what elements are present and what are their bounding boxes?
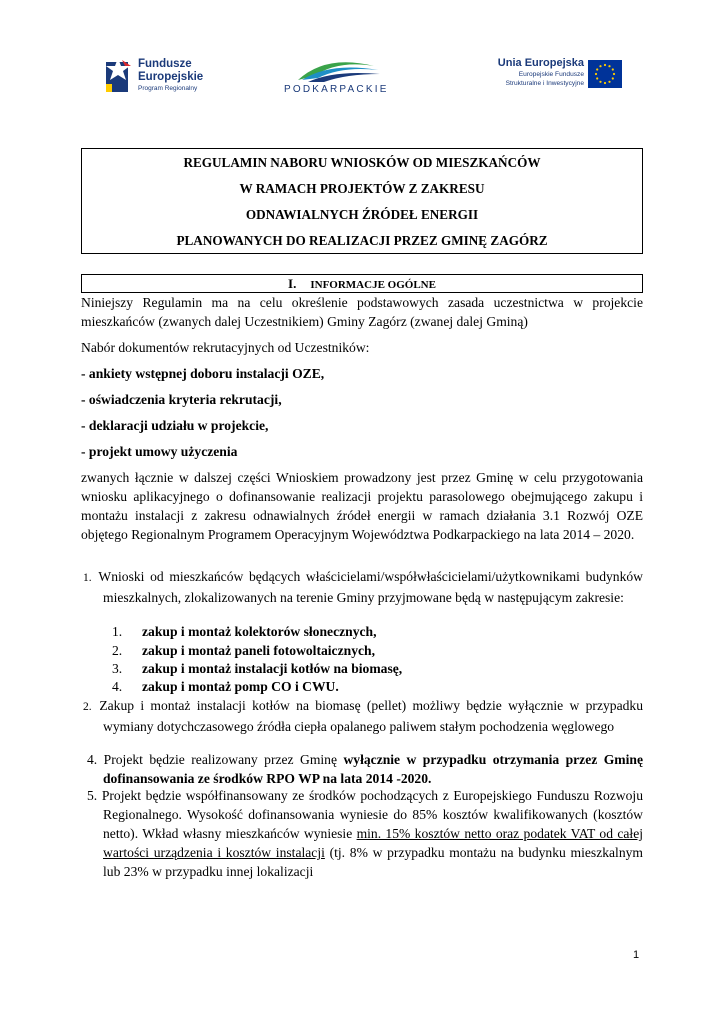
sub-item-text: zakup i montaż paneli fotowoltaicznych,	[142, 643, 375, 658]
section-number: I.	[288, 276, 297, 291]
header-logos	[0, 48, 724, 108]
document-title-box	[81, 148, 643, 254]
list-item-number: 4.	[87, 752, 98, 767]
sub-item-text: zakup i montaż pomp CO i CWU.	[142, 679, 339, 694]
ue-logo-line3: Strukturalne i Inwestycyjne	[505, 80, 584, 87]
list-item-text: Projekt będzie współfinansowany ze środków pochodzących z Europejskiego Funduszu Rozwoju Regionalnego. Wysokość dofinansowania wyniesie do 85% kosztów kwalifikowanych (kosztów netto). Wkład własny mieszkańców wyniesie	[101, 788, 643, 841]
title-line-2: W RAMACH PROJEKTÓW Z ZAKRESU	[239, 181, 485, 196]
fe-star-icon	[104, 56, 132, 96]
sub-item-text: zakup i montaż instalacji kotłów na biomasę,	[142, 661, 403, 676]
page-number: 1	[633, 949, 640, 961]
ue-logo-line2: Europejskie Fundusze	[518, 71, 584, 78]
doc-list-item: - ankiety wstępnej doboru instalacji OZE,	[81, 366, 325, 381]
sub-item-number: 2.	[112, 643, 123, 658]
fe-logo-line2: Europejskie	[138, 71, 204, 83]
section-heading	[81, 274, 643, 293]
list-item-text-cont: (tj. 8% w przypadku montażu na budynku mieszkalnym lub 23% w przypadku innej lokalizacji	[103, 845, 643, 879]
list-item-underlined-text: min. 15% kosztów netto oraz podatek VAT od całej wartości urządzenia i kosztów instalacji	[103, 826, 644, 860]
list-item-text: Projekt będzie realizowany przez Gminę	[103, 752, 344, 767]
title-line-4: PLANOWANYCH DO REALIZACJI PRZEZ GMINĘ ZAGÓRZ	[176, 233, 548, 248]
doc-list-item: - oświadczenia kryteria rekrutacji,	[81, 392, 282, 407]
sub-item-1	[112, 622, 377, 641]
list-item-4	[87, 750, 643, 788]
list-item-5	[87, 786, 643, 881]
title-line-3: ODNAWIALNYCH ŹRÓDEŁ ENERGII	[245, 207, 479, 222]
intro-paragraph: Niniejszy Regulamin ma na celu określenie podstawowych zasada uczestnictwa w projekcie mieszkańców (zwanych dalej Uczestnikiem) Gminy Zagórz (zwanej dalej Gminą)	[81, 295, 643, 329]
list-item-text: Wnioski od mieszkańców będących właścicielami/współwłaścicielami/użytkownikami budynków mieszkalnych, zlokalizowanych na terenie Gminy przyjmowane będą w następującym zakresie:	[98, 569, 643, 605]
podkarpackie-logo	[278, 52, 398, 106]
sub-item-number: 3.	[112, 661, 123, 676]
fundusze-europejskie-logo	[104, 54, 224, 102]
unia-europejska-logo	[480, 56, 630, 102]
list-item-text: Zakup i montaż instalacji kotłów na biomasę (pellet) możliwy będzie wyłącznie w przypadku wymiany dotychczasowego źródła ciepła opalanego paliwem stałym pochodzenia węglowego	[99, 698, 644, 734]
docs-intro: Nabór dokumentów rekrutacyjnych od Uczestników:	[81, 340, 370, 355]
eu-flag-icon	[588, 60, 622, 88]
sub-item-3	[112, 659, 402, 678]
list-item-2: 2. Zakup i montaż instalacji kotłów na biomasę (pellet) możliwy będzie wyłącznie w przypadku wymiany dotychczasowego źródła ciepła opalanego paliwem stałym pochodzenia węglowego	[83, 698, 644, 734]
sub-item-4	[112, 677, 339, 696]
mountains-icon	[278, 52, 398, 84]
doc-list-item: - projekt umowy użyczenia	[81, 444, 238, 459]
list-item-bold-text: wyłącznie w przypadku otrzymania przez Gminę dofinansowania ze środków RPO WP na lata 2014 -2020.	[103, 752, 643, 786]
title-line-1: REGULAMIN NABORU WNIOSKÓW OD MIESZKAŃCÓW	[183, 155, 541, 170]
purpose-paragraph: zwanych łącznie w dalszej części Wnioskiem prowadzony jest przez Gminę w celu przygotowania wniosku aplikacyjnego o dofinansowanie realizacji projektu parasolowego obejmującego zakupu i montażu instalacji z zakresu odnawialnych źródeł energii w ramach działania 3.1 Rozwój OZE objętego Regionalnym Programem Operacyjnym Województwa Podkarpackiego na lata 2014 – 2020.	[81, 470, 643, 542]
sub-item-2	[112, 641, 375, 660]
sub-item-text: zakup i montaż kolektorów słonecznych,	[142, 624, 377, 639]
doc-list-item: - deklaracji udziału w projekcie,	[81, 418, 269, 433]
list-item-1: 1. Wnioski od mieszkańców będących właścicielami/współwłaścicielami/użytkownikami budynków mieszkalnych, zlokalizowanych na terenie Gminy przyjmowane będą w następującym zakresie:	[83, 569, 643, 605]
pk-logo-text: PODKARPACKIE	[284, 84, 389, 95]
section-label: INFORMACJE OGÓLNE	[310, 279, 436, 291]
sub-item-number: 4.	[112, 679, 123, 694]
ue-logo-line1: Unia Europejska	[497, 57, 584, 69]
fe-logo-line1: Fundusze	[138, 58, 192, 70]
list-item-number: 5.	[87, 788, 98, 803]
fe-logo-line3: Program Regionalny	[138, 85, 198, 92]
sub-item-number: 1.	[112, 624, 123, 639]
